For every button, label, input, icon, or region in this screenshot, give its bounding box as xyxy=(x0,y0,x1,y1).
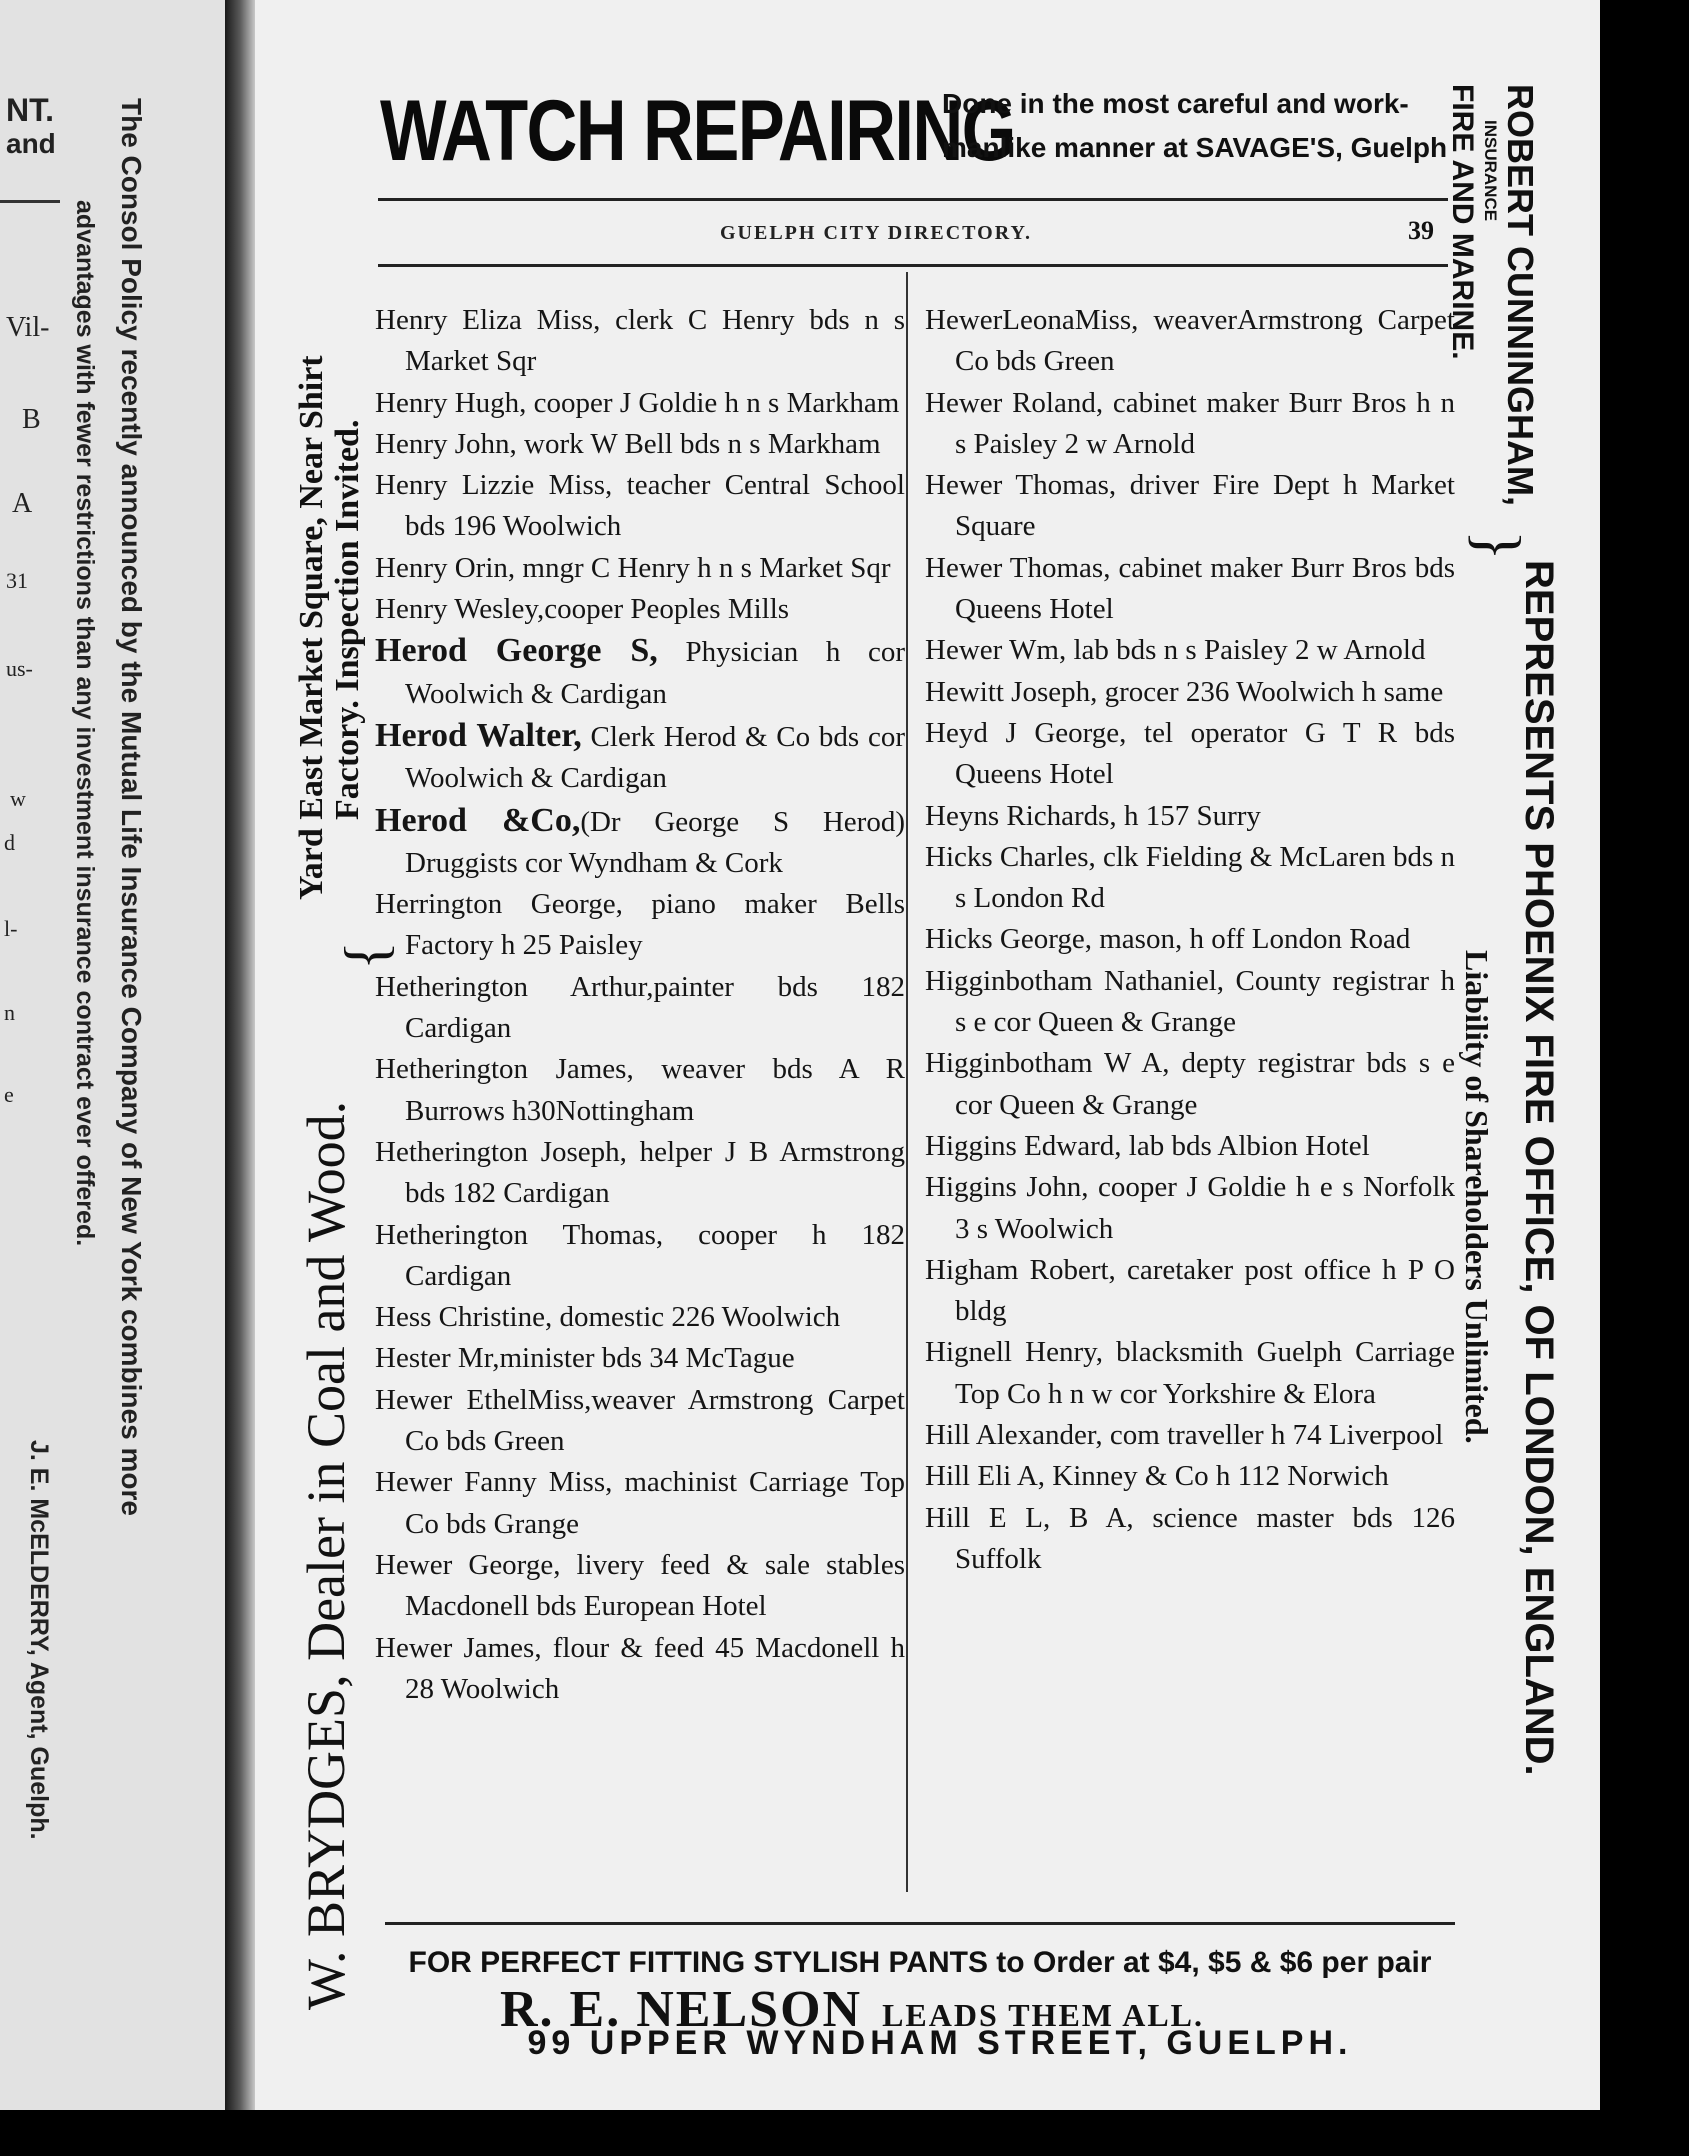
entry-name: Herod Walter, xyxy=(375,716,582,754)
directory-entry xyxy=(925,961,1455,1044)
entry-details: depty registrar bds s e cor Queen & Grange xyxy=(955,1047,1455,1121)
directory-column-right xyxy=(925,300,1455,1580)
directory-column-left xyxy=(375,300,905,1710)
entry-details: h 157 Surry xyxy=(1116,799,1261,832)
entry-details: science master bds 126 Suffolk xyxy=(955,1501,1455,1575)
cunningham-ad-insurance: INSURANCE xyxy=(1481,120,1500,222)
entry-details: mngr C Henry h n s Market Sqr xyxy=(515,551,891,584)
entry-name: Hill E L, B A, xyxy=(925,1501,1134,1534)
entry-name: Heyd J George, xyxy=(925,716,1127,749)
directory-entry xyxy=(375,884,905,967)
directory-entry xyxy=(375,548,905,589)
entry-details: machinist Carriage Top Co bds Grange xyxy=(405,1466,905,1540)
entry-name: Hicks Charles, xyxy=(925,840,1096,873)
entry-name: Henry Hugh, xyxy=(375,386,527,419)
entry-name: Heyns Richards, xyxy=(925,799,1117,832)
directory-entry xyxy=(375,1215,905,1298)
entry-name: HewerLeonaMiss, xyxy=(925,304,1139,336)
running-title: GUELPH CITY DIRECTORY. xyxy=(720,222,1033,244)
directory-entry xyxy=(925,300,1455,383)
entry-name: Higgins John, xyxy=(925,1171,1089,1204)
entry-details: helper J B Armstrong bds 182 Cardigan xyxy=(405,1135,905,1210)
entry-name: Hewitt Joseph, xyxy=(925,675,1098,708)
directory-entry xyxy=(925,1456,1455,1497)
directory-entry xyxy=(375,300,905,383)
fragment-text: Vil- xyxy=(6,312,50,343)
entry-details: piano maker Bells Factory h 25 Paisley xyxy=(405,888,905,962)
directory-entry xyxy=(375,1049,905,1132)
entry-name: Hetherington Joseph, xyxy=(375,1135,627,1168)
directory-entry xyxy=(375,715,905,800)
entry-details: Kinney & Co h 112 Norwich xyxy=(1045,1460,1389,1493)
scan-border-right xyxy=(1600,0,1689,2156)
watch-repairing-headline: WATCH REPAIRING xyxy=(380,83,1015,179)
column-divider xyxy=(906,272,908,1892)
entry-name: Herrington George, xyxy=(375,888,623,921)
entry-details: weaverArmstrong Carpet Co bds Green xyxy=(955,304,1455,378)
cunningham-ad-brace: } xyxy=(1463,530,1534,561)
entry-details: livery feed & sale stables Macdonell bds European Hotel xyxy=(405,1548,905,1623)
directory-entry xyxy=(925,1250,1455,1333)
fragment-text: l- xyxy=(4,916,18,941)
fragment-text: us- xyxy=(6,656,33,681)
cunningham-ad-name: ROBERT CUNNINGHAM, xyxy=(1500,84,1541,506)
entry-details: Physician h cor Woolwich & Cardigan xyxy=(405,636,905,710)
directory-entry xyxy=(925,1415,1455,1456)
entry-name: Herod George S, xyxy=(375,632,658,670)
entry-name: Hewer James, xyxy=(375,1631,542,1664)
nelson-ad-address: 99 UPPER WYNDHAM STREET, GUELPH. xyxy=(527,2024,1353,2062)
brydges-ad-main: W. BRYDGES, Dealer in Coal and Wood. xyxy=(296,1100,356,2010)
entry-name: Henry John, xyxy=(375,427,517,460)
fragment-text: n xyxy=(4,1000,15,1025)
entry-name: Henry Wesley, xyxy=(375,593,545,626)
entry-name: Hewer Wm, xyxy=(925,634,1067,667)
entry-details: minister bds 34 McTague xyxy=(499,1342,795,1375)
entry-details: com traveller h 74 Liverpool xyxy=(1102,1419,1444,1452)
cunningham-ad-represents: REPRESENTS PHOENIX FIRE OFFICE, OF LONDON, ENGLAND. xyxy=(1517,560,1561,1776)
directory-entry xyxy=(375,1338,905,1379)
cunningham-ad-fire-marine: FIRE AND MARINE. xyxy=(1446,84,1479,360)
fragment-text: NT. xyxy=(6,92,54,128)
directory-entry xyxy=(925,465,1455,548)
directory-entry xyxy=(375,967,905,1050)
entry-name: Hewer Fanny Miss, xyxy=(375,1466,613,1499)
fragment-text: d xyxy=(4,830,15,855)
entry-details: painter bds 182 Cardigan xyxy=(405,970,905,1045)
directory-entry xyxy=(375,1380,905,1463)
entry-details: caretaker post office h P O bldg xyxy=(955,1253,1455,1328)
directory-entry xyxy=(925,630,1455,671)
directory-entry xyxy=(925,919,1455,960)
nelson-ad-name: R. E. NELSON xyxy=(500,1981,863,2038)
entry-details: cabinet maker Burr Bros bds Queens Hotel xyxy=(955,551,1455,626)
entry-details: cooper h 182 Cardigan xyxy=(405,1218,905,1292)
previous-page-fragment xyxy=(0,0,225,2156)
entry-details: weaver Armstrong Carpet Co bds Green xyxy=(405,1383,905,1458)
entry-name: Hewer EthelMiss, xyxy=(375,1383,592,1416)
fragment-text: e xyxy=(4,1082,14,1107)
entry-name: Hill Eli A, xyxy=(925,1460,1046,1493)
page-number: 39 xyxy=(1408,216,1434,245)
entry-name: Higginbotham W A, xyxy=(925,1047,1170,1080)
directory-entry xyxy=(925,1126,1455,1167)
directory-entry xyxy=(375,1462,905,1545)
directory-entry xyxy=(375,1297,905,1338)
entry-name: Henry Lizzie Miss, xyxy=(375,469,613,502)
entry-name: Henry Orin, xyxy=(375,551,516,584)
brydges-ad-brace: { xyxy=(333,941,399,970)
insurance-ad-line: The Consol Policy recently announced by the Mutual Life Insurance Company of New York combines more xyxy=(116,98,147,1516)
directory-entry xyxy=(925,713,1455,796)
directory-entry xyxy=(925,383,1455,466)
entry-details: tel operator G T R bds Queens Hotel xyxy=(955,716,1455,791)
entry-name: Hewer Roland, xyxy=(925,386,1104,419)
entry-name: Hewer George, xyxy=(375,1548,561,1581)
entry-details: weaver bds A R Burrows h30Nottingham xyxy=(405,1053,906,1127)
directory-entry xyxy=(925,548,1455,631)
book-gutter xyxy=(225,0,255,2156)
fragment-text: w xyxy=(10,786,26,811)
directory-entry xyxy=(925,1332,1455,1415)
entry-details: Clerk Herod & Co bds cor Woolwich & Cardigan xyxy=(405,720,905,795)
entry-details: lab bds Albion Hotel xyxy=(1121,1129,1370,1162)
fragment-text: 31 xyxy=(6,568,28,593)
entry-details: teacher Central School bds 196 Woolwich xyxy=(405,469,905,543)
fragment-text: and xyxy=(6,128,56,159)
fragment-rule xyxy=(0,200,60,203)
directory-entry xyxy=(925,1498,1455,1581)
entry-name: Hill Alexander, xyxy=(925,1419,1103,1452)
directory-entry xyxy=(375,465,905,548)
directory-entry xyxy=(925,1167,1455,1250)
directory-entry xyxy=(375,589,905,630)
entry-details: flour & feed 45 Macdonell h 28 Woolwich xyxy=(405,1631,905,1705)
entry-details: blacksmith Guelph Carriage Top Co h n w cor Yorkshire & Elora xyxy=(955,1336,1455,1410)
entry-details: cooper J Goldie h n s Markham xyxy=(526,386,900,419)
entry-details: domestic 226 Woolwich xyxy=(552,1301,841,1334)
title-rule xyxy=(378,264,1448,267)
directory-entry xyxy=(925,796,1455,837)
nelson-ad-slogan: LEADS THEM ALL. xyxy=(882,1997,1205,2033)
directory-entry xyxy=(375,800,905,885)
directory-entry xyxy=(925,837,1455,920)
scan-border-bottom xyxy=(0,2110,1600,2156)
entry-name: Hester Mr, xyxy=(375,1342,500,1375)
entry-name: Hignell Henry, xyxy=(925,1336,1103,1369)
fragment-text: B xyxy=(22,404,41,435)
entry-name: Hetherington James, xyxy=(375,1053,634,1086)
entry-name: Henry Eliza Miss, xyxy=(375,304,601,336)
entry-details: County registrar h s e cor Queen & Grange xyxy=(955,964,1455,1039)
entry-name: Hetherington Arthur, xyxy=(375,970,654,1003)
directory-entry xyxy=(925,672,1455,713)
entry-name: Higginbotham Nathaniel, xyxy=(925,964,1225,997)
entry-name: Hewer Thomas, xyxy=(925,469,1117,502)
cunningham-ad-liability: Liability of Shareholders Unlimited. xyxy=(1459,950,1495,1444)
entry-details: mason, h off London Road xyxy=(1091,923,1411,956)
entry-details: grocer 236 Woolwich h same xyxy=(1097,675,1444,708)
footer-rule xyxy=(385,1922,1455,1925)
entry-name: Hewer Thomas, xyxy=(925,551,1111,584)
directory-entry xyxy=(375,1628,905,1711)
entry-details: clerk C Henry bds n s Market Sqr xyxy=(405,304,905,378)
directory-entry xyxy=(925,1043,1455,1126)
insurance-ad-agent: J. E. McELDERRY, Agent, Guelph. xyxy=(25,1440,53,1840)
directory-entry xyxy=(375,383,905,424)
brydges-ad-line1: Yard East Market Square, Near Shirt xyxy=(293,355,330,900)
entry-details: work W Bell bds n s Markham xyxy=(516,427,881,460)
directory-entry xyxy=(375,1132,905,1215)
entry-name: Hicks George, xyxy=(925,923,1092,956)
entry-details: clk Fielding & McLaren bds n s London Rd xyxy=(955,840,1455,915)
nelson-ad-headline: FOR PERFECT FITTING STYLISH PANTS to Order at $4, $5 & $6 per pair xyxy=(408,1946,1432,1979)
fragment-text: A xyxy=(12,488,33,519)
entry-name: Herod &Co, xyxy=(375,801,581,839)
entry-details: cooper J Goldie h e s Norfolk 3 s Woolwich xyxy=(955,1171,1455,1245)
entry-name: Higham Robert, xyxy=(925,1253,1116,1286)
entry-name: Higgins Edward, xyxy=(925,1129,1122,1162)
entry-details: lab bds n s Paisley 2 w Arnold xyxy=(1066,634,1426,667)
entry-name: Hess Christine, xyxy=(375,1301,553,1334)
insurance-ad-line: advantages with fewer restrictions than any investment insurance contract ever offered. xyxy=(71,200,99,1247)
watch-repairing-subtext: Done in the most careful and work-manlike manner at SAVAGE'S, Guelph xyxy=(942,88,1448,163)
entry-details: cooper Peoples Mills xyxy=(544,593,790,626)
header-rule xyxy=(378,198,1448,201)
directory-entry xyxy=(375,424,905,465)
entry-details: driver Fire Dept h Market Square xyxy=(955,469,1455,543)
entry-details: (Dr George S Herod) Druggists cor Wyndham & Cork xyxy=(405,805,905,879)
directory-entry xyxy=(375,1545,905,1628)
entry-details: cabinet maker Burr Bros h n s Paisley 2 w Arnold xyxy=(955,386,1455,460)
directory-entry xyxy=(375,630,905,715)
entry-name: Hetherington Thomas, xyxy=(375,1218,664,1251)
brydges-ad-line2: Factory. Inspection Invited. xyxy=(329,419,366,820)
